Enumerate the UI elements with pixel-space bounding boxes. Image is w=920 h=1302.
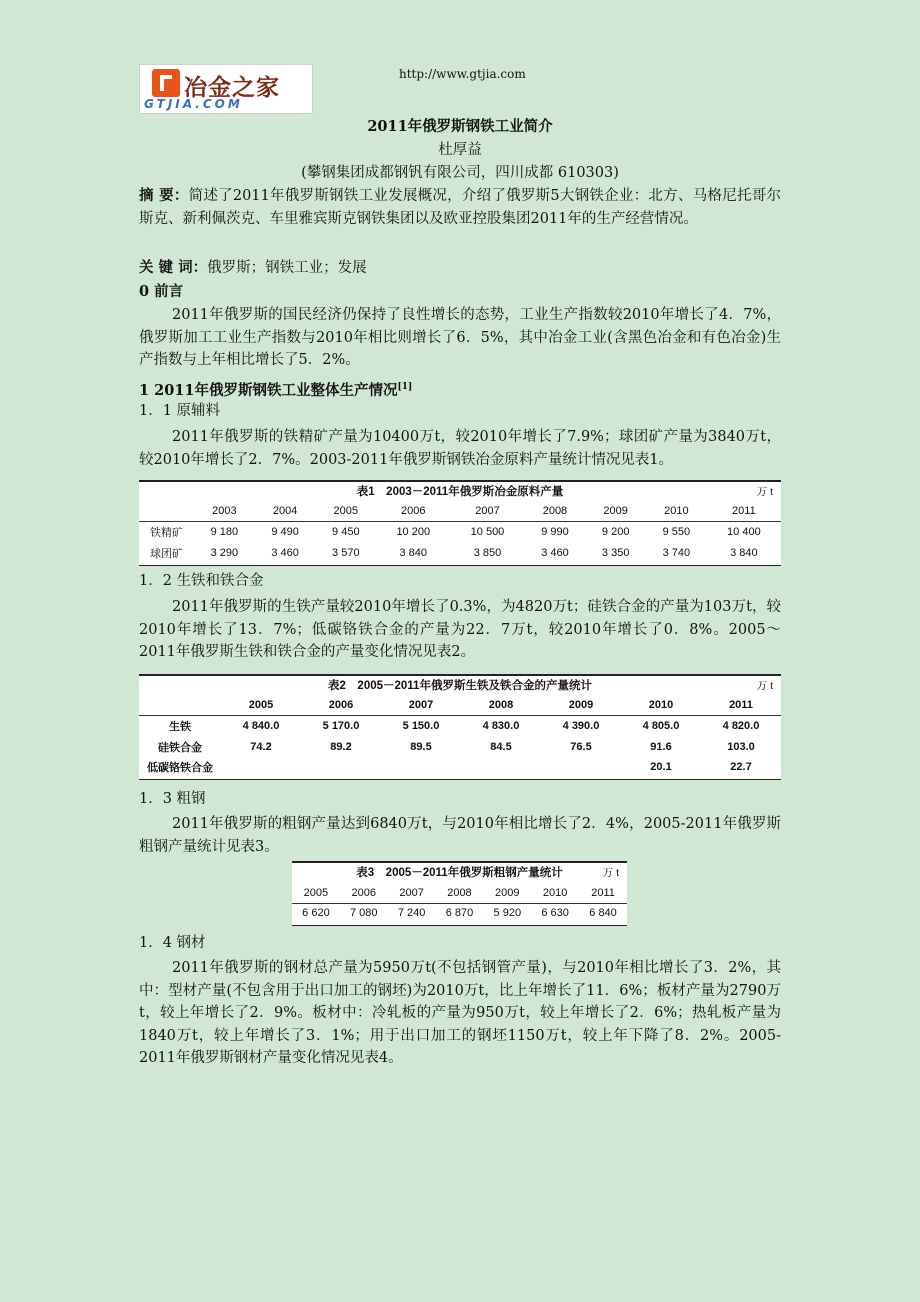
table-1-year: 2011 — [707, 502, 781, 521]
table-1-year: 2004 — [255, 502, 316, 521]
table-cell — [301, 757, 381, 777]
site-logo[interactable] — [139, 64, 313, 114]
table-row — [139, 757, 781, 777]
table-cell: 6 840 — [589, 907, 617, 920]
table-cell: 10 400 — [727, 526, 761, 539]
table-cell: 89.2 — [330, 741, 352, 753]
table-row-label: 铁精矿 — [150, 527, 183, 540]
table-3-year: 2006 — [340, 883, 388, 903]
table-2-year: 2010 — [621, 696, 701, 715]
table-1-unit: 万 t — [756, 486, 773, 498]
table-2-unit: 万 t — [756, 680, 773, 692]
table-cell: 22.7 — [730, 761, 752, 773]
section-1-1-title: 1．1 原辅料 — [139, 403, 221, 419]
table-3-grid — [292, 883, 627, 923]
table-cell: 9 490 — [271, 526, 299, 539]
table-cell: 20.1 — [650, 761, 672, 773]
table-3-year: 2008 — [436, 883, 484, 903]
affiliation: (攀钢集团成都钢钒有限公司，四川成都 610303) — [301, 165, 619, 181]
table-1-year: 2003 — [194, 502, 255, 521]
table-row-label: 低碳铬铁合金 — [147, 762, 213, 774]
table-cell: 6 620 — [302, 907, 330, 920]
table-2-header-row — [139, 696, 781, 715]
table-3-year: 2005 — [292, 883, 340, 903]
table-2-year: 2008 — [461, 696, 541, 715]
table-row-label: 球团矿 — [150, 548, 183, 560]
table-cell: 103.0 — [727, 741, 755, 753]
article-title: 2011年俄罗斯钢铁工业简介 — [367, 118, 553, 135]
table-cell: 4 840.0 — [242, 720, 280, 733]
table-1-corner — [139, 502, 194, 521]
section-1-title-text: 1 2011年俄罗斯钢铁工业整体生产情况 — [139, 381, 398, 399]
table-cell: 3 460 — [541, 547, 569, 559]
table-3-header-row — [292, 883, 627, 903]
table-cell: 7 240 — [397, 907, 426, 920]
table-cell — [541, 757, 621, 777]
table-cell: 4 390.0 — [562, 720, 600, 733]
table-3-year: 2011 — [579, 883, 627, 903]
table-cell: 6 870 — [445, 907, 474, 920]
table-row — [139, 737, 781, 757]
table-3-year: 2009 — [483, 883, 531, 903]
logo-text: 冶金之家 — [184, 75, 280, 101]
table-1-year: 2006 — [376, 502, 450, 521]
table-cell — [381, 757, 461, 777]
site-url[interactable]: http://www.gtjia.com — [399, 67, 526, 81]
table-cell: 5 170.0 — [322, 720, 360, 733]
table-2-year: 2009 — [541, 696, 621, 715]
table-cell: 9 990 — [541, 526, 569, 539]
table-row — [139, 715, 781, 737]
table-cell: 4 830.0 — [482, 720, 520, 733]
table-3-caption — [292, 863, 627, 883]
table-1-year: 2008 — [525, 502, 586, 521]
table-cell: 9 550 — [662, 526, 691, 539]
table-cell: 5 150.0 — [402, 720, 440, 733]
table-3-caption-text: 表3 2005－2011年俄罗斯粗钢产量统计 — [356, 867, 563, 879]
section-1-reference: [1] — [397, 382, 413, 392]
table-cell: 91.6 — [650, 741, 672, 753]
table-2-grid — [139, 696, 781, 777]
table-1 — [139, 480, 781, 566]
table-cell: 10 500 — [470, 526, 505, 539]
section-1-4-title: 1．4 钢材 — [139, 935, 206, 951]
table-2-year: 2007 — [381, 696, 461, 715]
table-cell: 3 840 — [399, 547, 428, 559]
table-row-label: 生铁 — [169, 721, 191, 734]
table-3-year: 2010 — [531, 883, 579, 903]
table-cell — [221, 757, 301, 777]
section-0-title: 0 前言 — [139, 283, 184, 300]
table-cell: 3 850 — [473, 547, 502, 559]
table-cell: 3 460 — [271, 547, 299, 559]
section-1-1-paragraph: 2011年俄罗斯的铁精矿产量为10400万t，较2010年增长了7.9%；球团矿产量为3840万t，较2010年增长了2．7%。2003-2011年俄罗斯钢铁冶金原料产量统计情况见表1。 — [139, 429, 781, 468]
table-2 — [139, 674, 781, 780]
table-2-year: 2006 — [301, 696, 381, 715]
author: 杜厚益 — [438, 142, 482, 158]
table-cell: 74.2 — [250, 741, 272, 753]
section-1-title — [139, 376, 412, 402]
section-1-2-title: 1．2 生铁和铁合金 — [139, 573, 264, 589]
table-cell: 3 840 — [730, 547, 758, 559]
table-cell: 89.5 — [410, 741, 432, 753]
table-cell: 3 570 — [332, 547, 360, 559]
logo-subtext: GTJIA.COM — [144, 97, 243, 111]
table-row — [139, 543, 781, 563]
keywords-line — [139, 257, 367, 279]
table-2-caption-text: 表2 2005－2011年俄罗斯生铁及铁合金的产量统计 — [328, 680, 592, 692]
table-cell: 76.5 — [570, 741, 592, 753]
logo-icon — [152, 69, 180, 97]
table-row — [139, 521, 781, 543]
keywords-label: 关 键 词： — [139, 259, 208, 276]
table-cell: 3 740 — [662, 547, 691, 559]
table-1-header-row — [139, 502, 781, 521]
keywords-text: 俄罗斯；钢铁工业；发展 — [207, 260, 367, 276]
table-cell: 9 450 — [332, 526, 360, 539]
table-cell: 3 290 — [210, 547, 239, 559]
table-cell: 4 805.0 — [642, 720, 680, 733]
abstract-paragraph — [139, 185, 781, 230]
table-cell: 3 350 — [601, 547, 630, 559]
table-1-year: 2009 — [585, 502, 646, 521]
table-2-corner — [139, 696, 221, 715]
table-cell: 6 630 — [541, 907, 569, 920]
table-1-year: 2007 — [450, 502, 524, 521]
table-1-caption — [139, 482, 781, 502]
section-1-4-paragraph: 2011年俄罗斯的钢材总产量为5950万t(不包括钢管产量)，与2010年相比增长了3．2%，其中：型材产量(不包含用于出口加工的钢坯)为2010万t，比上年增长了11．6%；板材产量为2790万t，较上年增长了2．9%。板材中：冷轧板的产量为950万t，较上年增长了2．6%；热轧板产量为1840万t，较上年增长了3．1%；用于出口加工的钢坯1150万t，较上年下降了8．2%。2005-2011年俄罗斯钢材产量变化情况见表4。 — [139, 960, 781, 1067]
section-0-paragraph: 2011年俄罗斯的国民经济仍保持了良性增长的态势，工业生产指数较2010年增长了4．7%，俄罗斯加工工业生产指数与2010年相比则增长了6．5%，其中冶金工业(含黑色冶金和有色冶金)生产指数与上年相比增长了5．2%。 — [139, 307, 781, 369]
table-2-caption — [139, 676, 781, 696]
table-1-caption-text: 表1 2003－2011年俄罗斯冶金原料产量 — [356, 486, 564, 498]
abstract-label: 摘 要： — [139, 187, 189, 204]
table-cell: 10 200 — [396, 526, 431, 539]
table-1-year: 2005 — [315, 502, 376, 521]
section-1-2-paragraph: 2011年俄罗斯的生铁产量较2010年增长了0.3%，为4820万t；硅铁合金的产量为103万t，较2010年增长了13．7%；低碳铬铁合金的产量为22．7万t，较2010年增长了0．8%。2005～2011年俄罗斯生铁和铁合金的产量变化情况见表2。 — [139, 599, 781, 661]
table-2-year: 2011 — [701, 696, 781, 715]
section-1-3-paragraph: 2011年俄罗斯的粗钢产量达到6840万t，与2010年相比增长了2．4%，2005-2011年俄罗斯粗钢产量统计见表3。 — [139, 816, 781, 855]
table-3 — [292, 861, 627, 926]
table-cell: 7 080 — [350, 907, 378, 920]
table-cell: 9 200 — [601, 526, 630, 539]
table-cell: 84.5 — [490, 741, 512, 753]
table-row — [292, 903, 627, 923]
table-3-year: 2007 — [388, 883, 436, 903]
table-cell: 9 180 — [210, 526, 239, 539]
table-1-year: 2010 — [646, 502, 707, 521]
table-3-unit: 万 t — [602, 867, 619, 879]
abstract-text: 简述了2011年俄罗斯钢铁工业发展概况，介绍了俄罗斯5大钢铁企业：北方、马格尼托哥尔斯克、新利佩茨克、车里雅宾斯克钢铁集团以及欧亚控股集团2011年的生产经营情况。 — [139, 188, 781, 227]
table-row-label: 硅铁合金 — [158, 742, 202, 754]
table-2-year: 2005 — [221, 696, 301, 715]
table-cell: 5 920 — [493, 907, 522, 920]
table-1-grid — [139, 502, 781, 563]
table-cell: 4 820.0 — [722, 720, 760, 733]
section-1-3-title: 1．3 粗钢 — [139, 791, 206, 807]
table-cell — [461, 757, 541, 777]
